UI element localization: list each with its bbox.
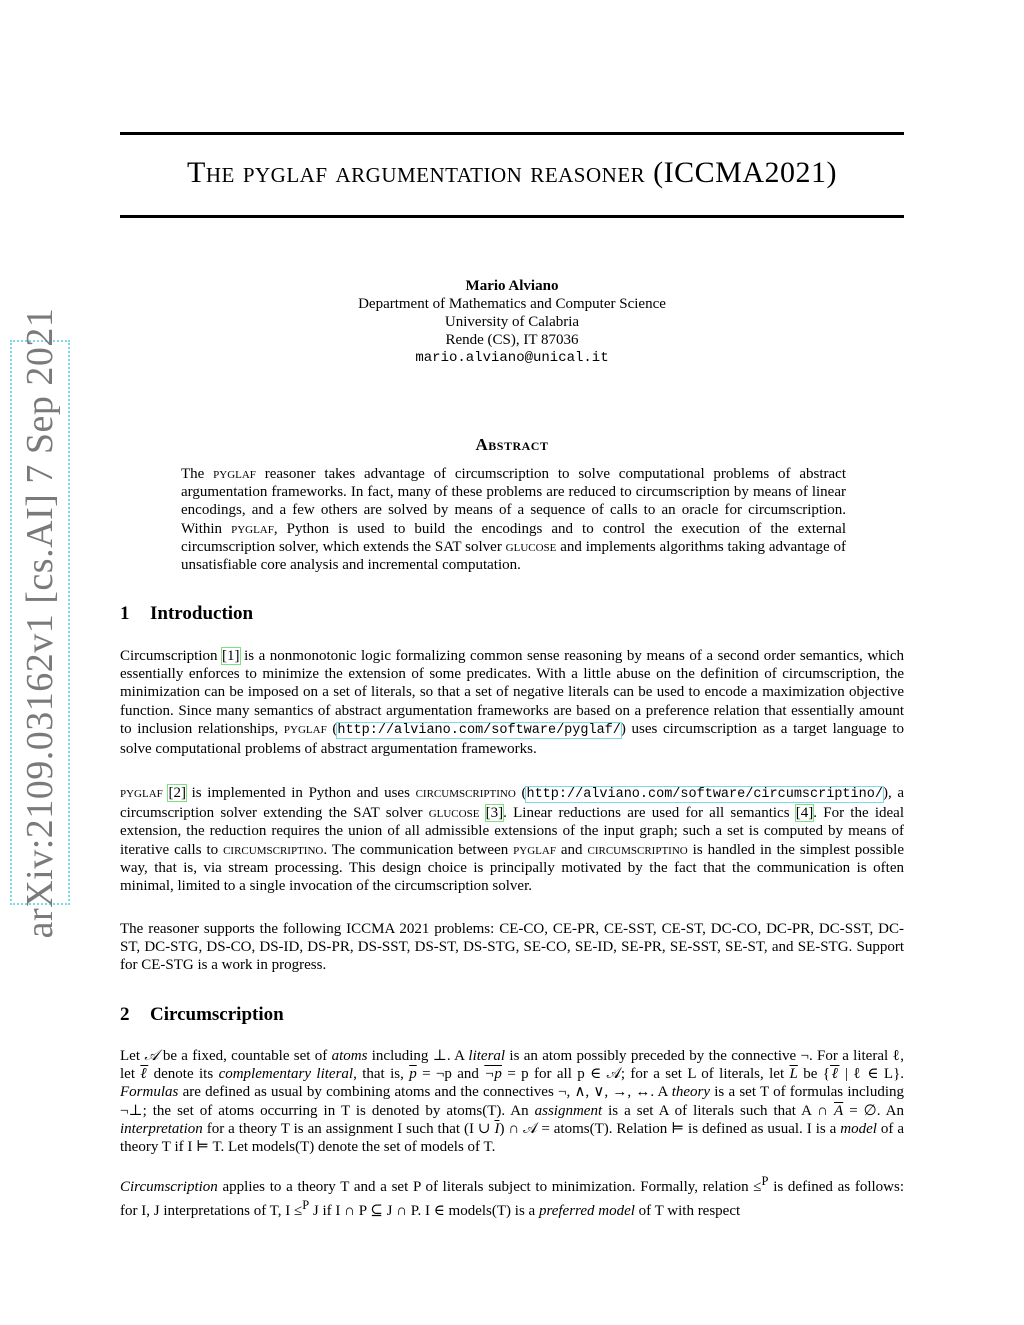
section-heading-introduction: 1 Introduction [120,603,254,624]
author-address: Rende (CS), IT 87036 [445,332,579,348]
author-name: Mario Alviano [465,278,559,294]
abstract-heading: Abstract [475,435,549,454]
intro-paragraph-1: Circumscription [1] is a nonmonotonic logic formalizing common sense reasoning by means of a second order semantics, which essentially enforces to minimize the extension of some predicates. With a little abuse on the definition of circumscription, the minimization can be imposed on a set of literals, so that a set of negative literals can be used to encode a maximization objective function. Since many semantics of abstract argumentation frameworks are based on a preference relation that essentially amount to inclusion relationships, pyglaf (http://alviano.com/software/pyglaf/) uses circumscription as a target language to solve computational problems of abstract argumentation frameworks. [120,648,904,758]
author-email[interactable]: mario.alviano@unical.it [415,350,609,366]
pyglaf-url-link[interactable]: http://alviano.com/software/pyglaf/ [337,722,621,738]
citation-link[interactable]: [2] [168,785,186,801]
citation-link[interactable]: [3] [485,805,504,822]
circumscriptino-url-link[interactable]: http://alviano.com/software/circumscriptino/ [526,787,883,802]
paper-title: The pyglaf argumentation reasoner (ICCMA2021) [187,156,837,189]
circumscription-paragraph-2: Circumscription applies to a theory T and a set P of literals subject to minimization. Formally, relation ≤$^P$ is defined as follows: for I, J interpretations of T, I ≤$^P$ J if I ∩ P ⊆ J ∩ P. I ∈ models(T) is a preferred model of T with respect [120,1174,904,1220]
intro-paragraph-3: The reasoner supports the following ICCMA 2021 problems: CE-CO, CE-PR, CE-SST, CE-ST, DC-CO, DC-PR, DC-SST, DC-ST, DC-STG, DS-CO, DS-ID, DS-PR, DS-SST, DS-ST, DS-STG, SE-CO, SE-ID, SE-PR, SE-SST, SE-ST, and SE-STG. Support for CE-STG is a work in progress. [120,921,904,974]
intro-paragraph-2: pyglaf [2] is implemented in Python and uses circumscriptino (http://alviano.com/software/circumscriptino/), a circumscription solver extending the SAT solver glucose [3]. Linear reductions are used for all semantics [4]. For the ideal extension, the reduction requires the union of all admissible extensions of the input graph; such a set is computed by means of iterative calls to circumscriptino. The communication between pyglaf and circumscriptino is handled in the simplest possible way, that is, via stream processing. This design choice is principally motivated by the fact that the communication is often minimal, limited to a single invocation of the circumscription solver. [120,785,905,895]
circumscription-paragraph-1: Let 𝒜 be a fixed, countable set of atoms including ⊥. A literal is an atom possibly preceded by the connective ¬. For a literal ℓ, let ℓ denote its complementary literal, that is, $\overline{p}$ = ¬p and ¬p = p for all p ∈ 𝒜; for a set L of literals, let $\overline{L}$ be {ℓ | ℓ ∈ L}. Formulas are defined as usual by combining atoms and the connectives ¬, ∧, ∨, →, ↔. A theory is a set T of formulas including ¬⊥; the set of atoms occurring in T is denoted by atoms(T). An assignment is a set A of literals such that A ∩ $\overline{A}$ = ∅. An interpretation for a theory T is an assignment I such that (I ∪ $\overline{I}$) ∩ 𝒜 = atoms(T). Relation ⊨ is defined as usual. I is a model of a theory T if I ⊨ T. Let models(T) denote the set of models of T. [120,1048,905,1156]
title-top-rule [120,132,904,135]
title-bottom-rule [120,215,904,218]
author-department: Department of Mathematics and Computer Science [358,296,666,312]
author-block [120,277,904,367]
arxiv-stamp [10,307,70,938]
citation-link[interactable]: [4] [795,805,814,822]
citation-link[interactable]: [1] [222,648,240,664]
arxiv-identifier: arXiv:2109.03162v1 [cs.AI] 7 Sep 2021 [19,307,61,938]
abstract-text: The pyglaf reasoner takes advantage of circumscription to solve computational problems of abstract argumentation frameworks. In fact, many of these problems are reduced to circumscription by means of linear encodings, and a few others are solved by means of a sequence of calls to an oracle for circumscription. Within pyglaf, Python is used to build the encodings and to control the execution of the external circumscription solver, which extends the SAT solver glucose and implements algorithms taking advantage of unsatisfiable core analysis and incremental computation. [181,466,847,574]
author-university: University of Calabria [444,314,580,330]
section-heading-circumscription: 2 Circumscription [120,1004,284,1025]
